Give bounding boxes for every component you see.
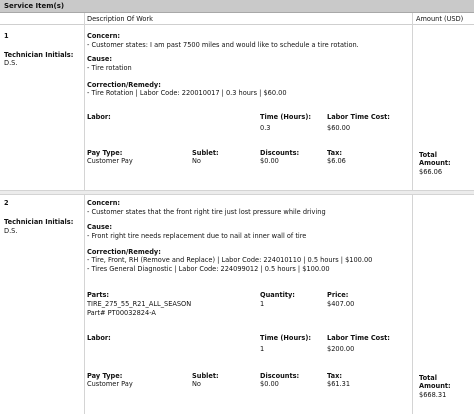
total-label-line1: Total [419,374,438,382]
section-title-bar [0,0,474,13]
technician-value: D.S. [4,227,18,235]
table-header-row [0,13,474,25]
total-value: $668.31 [419,391,447,399]
separator-top-line [0,190,474,191]
tax-label: Tax: [327,372,342,380]
labor-cost-value: $200.00 [327,345,355,353]
labor-cost-value: $60.00 [327,124,351,132]
discounts-value: $0.00 [260,157,279,165]
section-title: Service Item(s) [4,2,65,10]
time-value: 0.3 [260,124,271,132]
time-value: 1 [260,345,265,353]
column-divider-left [84,13,85,414]
column-divider-right [412,13,413,414]
discounts-value: $0.00 [260,380,279,388]
pay-type-label: Pay Type: [87,372,123,380]
part-name: TIRE_275_55_R21_ALL_SEASON [87,300,192,308]
quantity-label: Quantity: [260,291,295,299]
sublet-value: No [192,380,201,388]
separator-bottom-line [0,194,474,195]
correction-line: - Tire Rotation | Labor Code: 220010017 | 0.3 hours | $60.00 [87,89,287,97]
total-label-line2: Amount: [419,382,451,390]
total-label-line1: Total [419,151,438,159]
correction-label: Correction/Remedy: [87,81,161,89]
time-label: Time (Hours): [260,334,311,342]
pay-type-value: Customer Pay [87,157,133,165]
price-label: Price: [327,291,349,299]
correction-line: - Tires General Diagnostic | Labor Code: 224099012 | 0.5 hours | $100.00 [87,265,330,273]
pay-type-label: Pay Type: [87,149,123,157]
technician-label: Technician Initials: [4,51,74,59]
labor-cost-label: Labor Time Cost: [327,334,390,342]
concern-label: Concern: [87,199,121,207]
price-value: $407.00 [327,300,355,308]
tax-label: Tax: [327,149,342,157]
tax-value: $6.06 [327,157,346,165]
concern-text: - Customer states: I am past 7500 miles and would like to schedule a tire rotation. [87,41,359,49]
concern-label: Concern: [87,32,121,40]
total-value: $66.06 [419,168,443,176]
sublet-label: Sublet: [192,372,219,380]
part-number: Part# PT00032824-A [87,309,156,317]
quantity-value: 1 [260,300,265,308]
item-number: 2 [4,199,9,207]
parts-label: Parts: [87,291,110,299]
correction-line: - Tire, Front, RH (Remove and Replace) | Labor Code: 224010110 | 0.5 hours | $100.00 [87,256,373,264]
header-amount: Amount (USD) [416,15,464,23]
item-number: 1 [4,32,9,40]
technician-label: Technician Initials: [4,218,74,226]
labor-label: Labor: [87,334,111,342]
sublet-value: No [192,157,201,165]
concern-text: - Customer states that the front right tire just lost pressure while driving [87,208,326,216]
labor-label: Labor: [87,113,111,121]
correction-label: Correction/Remedy: [87,248,161,256]
time-label: Time (Hours): [260,113,311,121]
header-description: Description Of Work [87,15,153,23]
tax-value: $61.31 [327,380,351,388]
pay-type-value: Customer Pay [87,380,133,388]
technician-value: D.S. [4,59,18,67]
cause-text: - Front right tire needs replacement due to nail at inner wall of tire [87,232,307,240]
labor-cost-label: Labor Time Cost: [327,113,390,121]
cause-label: Cause: [87,55,113,63]
cause-text: - Tire rotation [87,64,132,72]
cause-label: Cause: [87,223,113,231]
discounts-label: Discounts: [260,149,300,157]
total-label-line2: Amount: [419,159,451,167]
sublet-label: Sublet: [192,149,219,157]
discounts-label: Discounts: [260,372,300,380]
